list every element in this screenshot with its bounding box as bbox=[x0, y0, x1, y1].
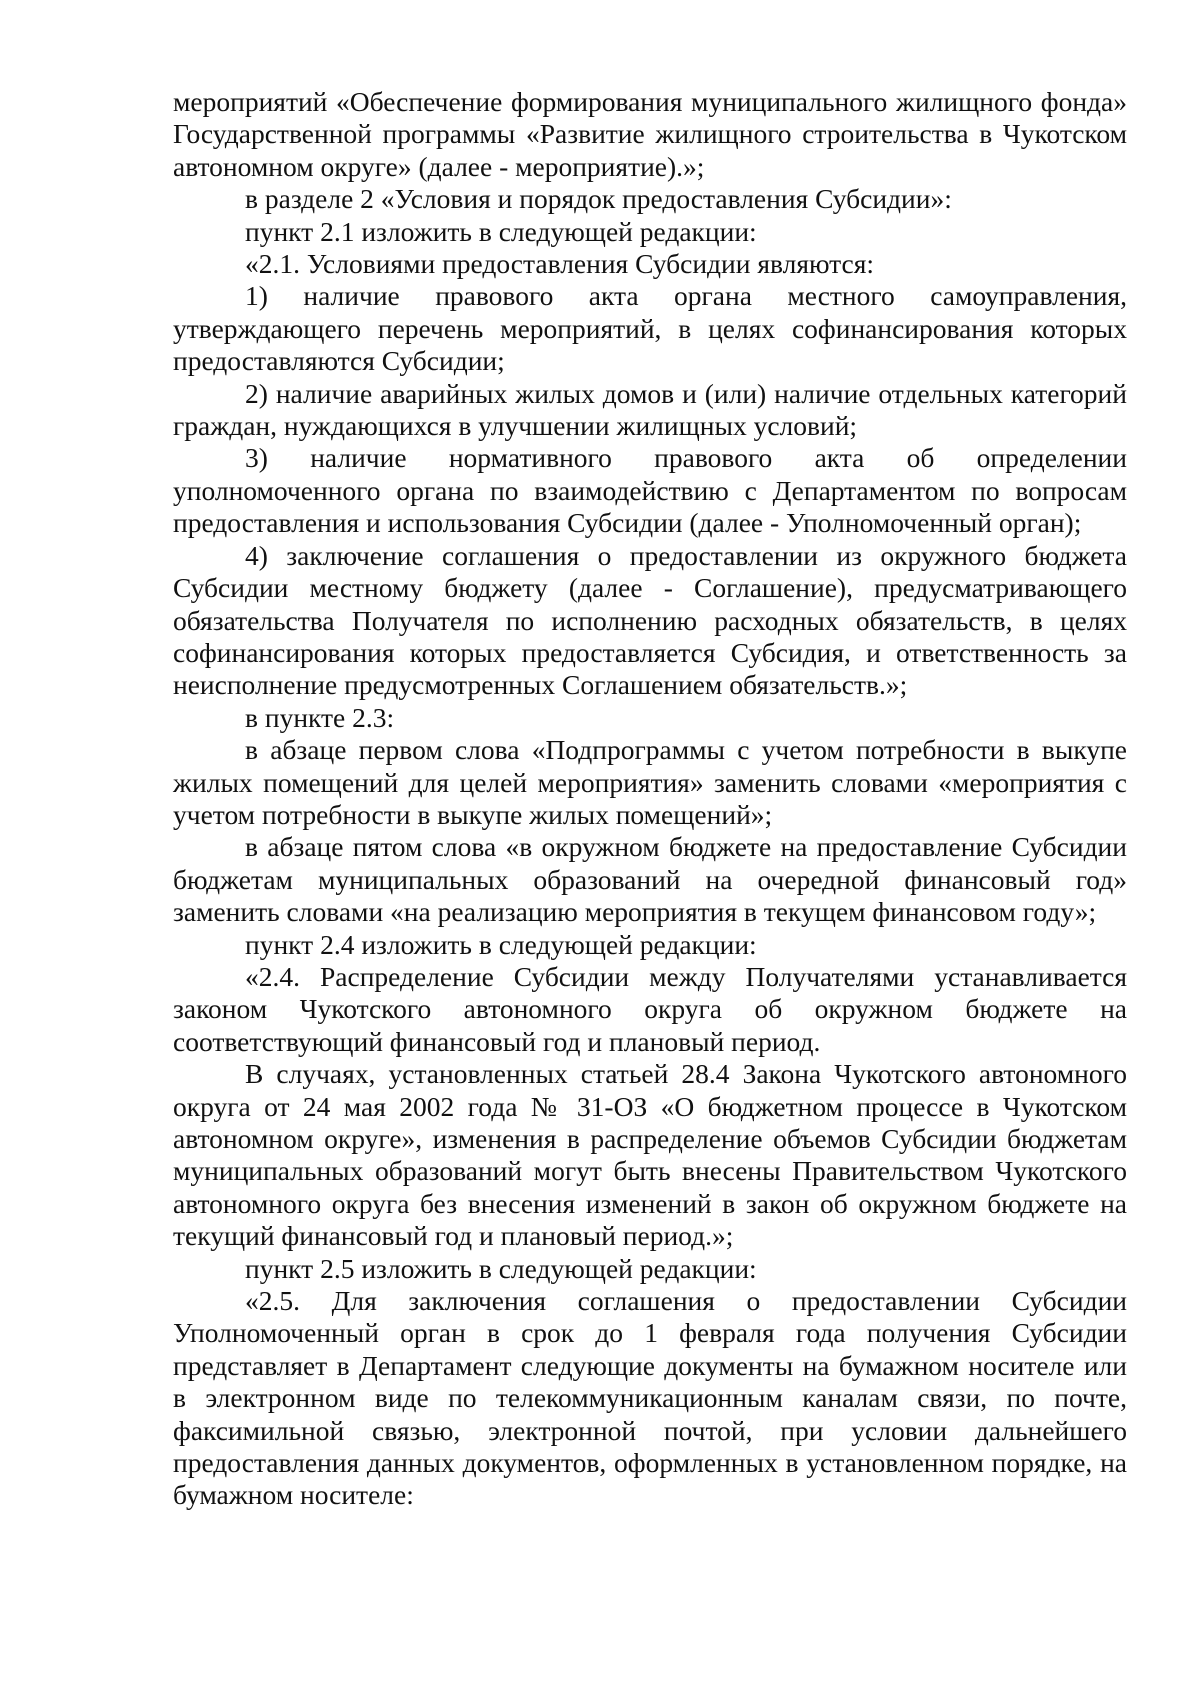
paragraph-continuation: мероприятий «Обеспечение формирования муниципального жилищного фонда» Государственной программы «Развитие жилищного строительства в Чукотском автономном округе» (далее - мероприятие).»; bbox=[173, 86, 1127, 182]
paragraph-item-2-4-cases: В случаях, установленных статьей 28.4 Закона Чукотского автономного округа от 24 мая 2002 года № 31-ОЗ «О бюджетном процессе в Чукотском автономном округе», изменения в распределение объемов Субсидии бюджетам муниципальных образований могут быть внесены Правительством Чукотского автономного округа без внесения изменений в закон об окружном бюджете на текущий финансовый год и плановый период.»; bbox=[173, 1058, 1127, 1252]
paragraph-condition-2: 2) наличие аварийных жилых домов и (или) наличие отдельных категорий граждан, нуждающихся в улучшении жилищных условий; bbox=[173, 377, 1127, 442]
paragraph-item-2-3-intro: в пункте 2.3: bbox=[245, 701, 395, 733]
paragraph-item-2-3-first: в абзаце первом слова «Подпрограммы с учетом потребности в выкупе жилых помещений для целей мероприятия» заменить словами «мероприятия с учетом потребности в выкупе жилых помещений»; bbox=[173, 734, 1127, 830]
paragraph-item-2-4-text: «2.4. Распределение Субсидии между Получателями устанавливается законом Чукотского автономного округа об окружном бюджете на соответствующий финансовый год и плановый период. bbox=[173, 960, 1127, 1057]
document-body bbox=[173, 86, 1127, 1512]
paragraph-condition-3: 3) наличие нормативного правового акта об определении уполномоченного органа по взаимодействию с Департаментом по вопросам предоставления и использования Субсидии (далее - Уполномоченный орган); bbox=[173, 442, 1127, 539]
paragraph-item-2-1-heading: «2.1. Условиями предоставления Субсидии являются: bbox=[245, 248, 875, 280]
paragraph-section-2-intro: в разделе 2 «Условия и порядок предоставления Субсидии»: bbox=[245, 183, 952, 215]
paragraph-item-2-3-fifth: в абзаце пятом слова «в окружном бюджете на предоставление Субсидии бюджетам муниципальных образований на очередной финансовый год» заменить словами «на реализацию мероприятия в текущем финансовом году»; bbox=[173, 831, 1127, 928]
paragraph-condition-4: 4) заключение соглашения о предоставлении из окружного бюджета Субсидии местному бюджету (далее - Соглашение), предусматривающего обязательства Получателя по исполнению расходных обязательств, в целях софинансирования которых предоставляется Субсидия, и ответственность за неисполнение предусмотренных Соглашением обязательств.»; bbox=[173, 539, 1127, 701]
paragraph-item-2-1-instruction: пункт 2.1 изложить в следующей редакции: bbox=[245, 215, 757, 247]
paragraph-item-2-5-text: «2.5. Для заключения соглашения о предоставлении Субсидии Уполномоченный орган в срок до 1 февраля года получения Субсидии представляет в Департамент следующие документы на бумажном носителе или в электронном виде по телекоммуникационным каналам связи, по почте, факсимильной связью, электронной почтой, при условии дальнейшего предоставления данных документов, оформленных в установленном порядке, на бумажном носителе: bbox=[173, 1285, 1127, 1511]
paragraph-condition-1: 1) наличие правового акта органа местного самоуправления, утверждающего перечень мероприятий, в целях софинансирования которых предоставляются Субсидии; bbox=[173, 280, 1127, 377]
paragraph-item-2-4-instruction: пункт 2.4 изложить в следующей редакции: bbox=[245, 928, 757, 960]
paragraph-item-2-5-instruction: пункт 2.5 изложить в следующей редакции: bbox=[245, 1252, 757, 1284]
